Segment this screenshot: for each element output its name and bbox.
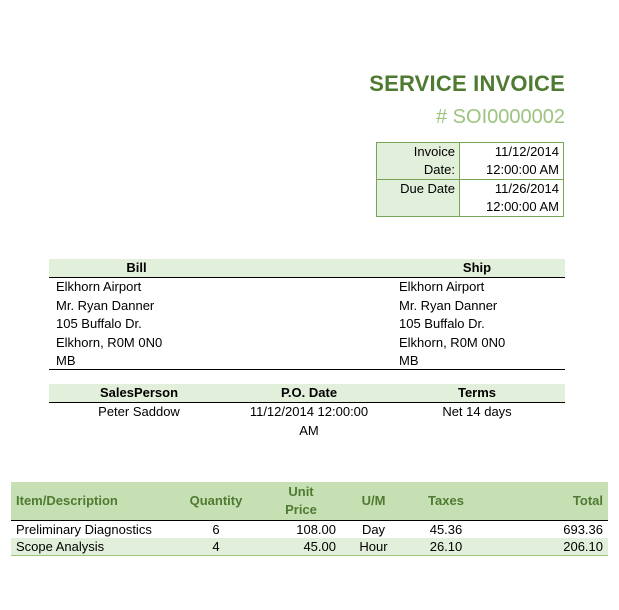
unit-price-header-line2: Price — [285, 502, 317, 517]
quantity-cell: 4 — [171, 538, 261, 556]
items-header-row — [11, 482, 608, 521]
invoice-date-value — [460, 143, 564, 180]
po-date-line1: 11/12/2014 12:00:00 — [249, 404, 369, 419]
po-date-value — [229, 403, 389, 440]
ship-address — [399, 278, 505, 371]
bill-line: Elkhorn Airport — [56, 279, 142, 294]
due-time: 12:00:00 AM — [486, 199, 559, 214]
invoice-date-label-line2: Date: — [423, 162, 455, 177]
bill-line: 105 Buffalo Dr. — [56, 316, 142, 331]
unit-price-cell: 108.00 — [296, 522, 336, 537]
item-header: Item/Description — [11, 482, 171, 521]
ship-line: MB — [399, 353, 419, 368]
ship-line: Elkhorn Airport — [399, 279, 485, 294]
quantity-cell: 6 — [212, 522, 220, 537]
table-row — [11, 521, 608, 539]
invoice-number: # SOI0000002 — [436, 106, 565, 128]
total-cell: 693.36 — [563, 522, 603, 537]
due-date-value — [460, 180, 564, 217]
bill-line: Elkhorn, R0M 0N0 — [56, 334, 163, 350]
invoice-date-row — [377, 143, 564, 180]
ship-line: Mr. Ryan Danner — [399, 297, 498, 313]
unit-price-header-line1: Unit — [288, 484, 314, 499]
invoice-time: 12:00:00 AM — [486, 162, 559, 177]
item-cell: Preliminary Diagnostics — [16, 522, 152, 537]
due-date-label-text: Due Date — [400, 181, 455, 196]
po-date-label: P.O. Date — [280, 385, 338, 400]
um-header: U/M — [341, 482, 406, 521]
bill-line: Mr. Ryan Danner — [56, 297, 155, 313]
invoice-date-label — [377, 143, 460, 180]
due-date: 11/26/2014 — [494, 181, 559, 196]
date-box — [376, 142, 564, 217]
invoice-title: SERVICE INVOICE — [369, 71, 565, 96]
salesperson-value: Peter Saddow — [98, 404, 180, 419]
bill-line: MB — [56, 353, 76, 368]
quantity-header: Quantity — [171, 482, 261, 521]
um-cell: Day — [361, 522, 386, 537]
bill-address — [56, 278, 162, 371]
invoice-date-label-line1: Invoice — [413, 144, 455, 159]
ship-line: Elkhorn, R0M 0N0 — [399, 334, 506, 350]
invoice-date: 11/12/2014 — [494, 144, 559, 159]
terms-label: Terms — [457, 385, 497, 400]
address-divider — [49, 369, 565, 370]
taxes-header: Taxes — [406, 482, 486, 521]
taxes-cell: 45.36 — [429, 522, 463, 537]
ship-label: Ship — [462, 260, 492, 275]
um-cell: Hour — [341, 538, 406, 556]
item-cell: Scope Analysis — [11, 538, 171, 556]
unit-price-cell: 45.00 — [261, 538, 341, 556]
due-date-row — [377, 180, 564, 217]
terms-value: Net 14 days — [442, 404, 512, 419]
total-cell: 206.10 — [486, 538, 608, 556]
taxes-cell: 26.10 — [406, 538, 486, 556]
due-date-label — [377, 180, 460, 217]
total-header: Total — [486, 482, 608, 521]
sales-header — [49, 384, 565, 403]
bill-label: Bill — [126, 260, 147, 275]
po-date-line2: AM — [299, 422, 319, 438]
line-items-table — [11, 482, 608, 556]
table-row — [11, 538, 608, 556]
salesperson-label: SalesPerson — [99, 385, 179, 400]
unit-price-header — [261, 482, 341, 521]
ship-line: 105 Buffalo Dr. — [399, 316, 485, 331]
bill-ship-header — [49, 259, 565, 278]
